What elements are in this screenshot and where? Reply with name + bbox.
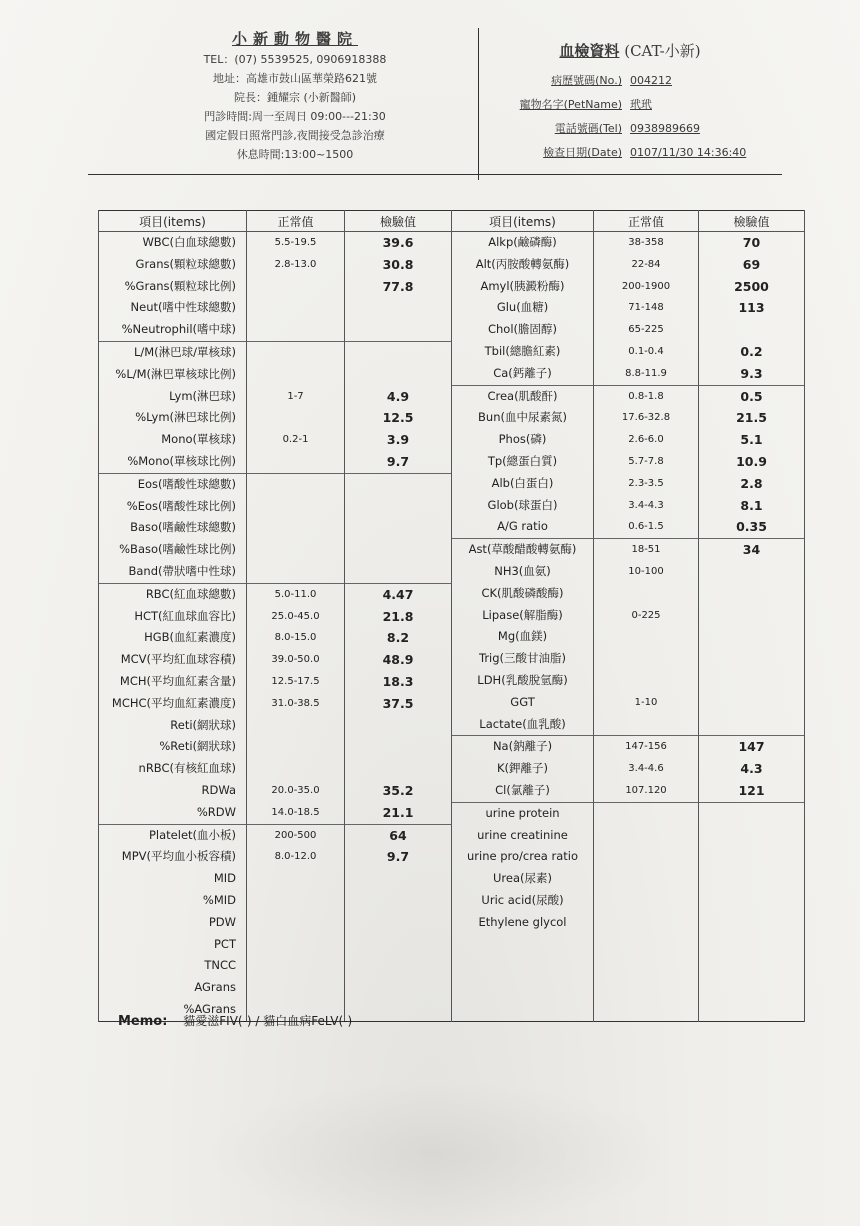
- test-value: [345, 934, 451, 956]
- report-field: [500, 117, 760, 141]
- test-item: Chol(膽固醇): [487, 322, 558, 337]
- test-item: Eos(嗜酸性球總數): [137, 476, 236, 491]
- test-value: 35.2: [382, 782, 414, 798]
- normal-range: 8.0-15.0: [274, 632, 317, 644]
- test-value: [345, 539, 451, 561]
- clinic-hours: 門診時間:周一至周日 09:00---21:30: [204, 110, 386, 123]
- normal-range: [247, 977, 344, 999]
- test-value: 113: [738, 300, 765, 316]
- test-item: WBC(白血球總數): [142, 235, 236, 249]
- test-item: %Baso(嗜鹼性球比例): [119, 542, 236, 557]
- normal-range: 2.3-3.5: [628, 477, 664, 489]
- test-value: 37.5: [382, 695, 414, 711]
- test-value: [345, 977, 451, 999]
- normal-range: 31.0-38.5: [271, 697, 320, 709]
- test-value: 8.2: [386, 630, 410, 646]
- normal-range: [247, 868, 344, 890]
- test-item: TNCC: [204, 958, 236, 973]
- test-value: [699, 846, 804, 868]
- test-item: MID: [213, 871, 236, 886]
- header-item-left: 項目(items): [99, 211, 247, 232]
- normal-range: [247, 407, 344, 429]
- test-value: [345, 297, 451, 319]
- left-items-column: [99, 232, 247, 1022]
- test-value: 70: [742, 235, 761, 250]
- normal-range: 5.5-19.5: [274, 237, 317, 248]
- test-item: Ca(鈣離子): [452, 363, 593, 386]
- test-item: Lym(淋巴球): [169, 388, 236, 403]
- test-item: %RDW: [99, 802, 246, 825]
- normal-range: 2.8-13.0: [274, 258, 317, 270]
- test-value: [345, 999, 451, 1021]
- test-value: 0.2: [740, 343, 763, 359]
- test-item: Grans(顆粒球總數): [135, 256, 236, 271]
- report-field-label: 檢查日期(Date): [543, 146, 622, 159]
- test-item: urine protein: [485, 805, 560, 820]
- report-field-value: 0938989669: [630, 122, 700, 135]
- right-items-column: [452, 232, 594, 1022]
- test-item: PCT: [214, 936, 236, 951]
- test-value: [345, 496, 451, 518]
- normal-range: [594, 868, 698, 890]
- normal-range: [247, 715, 344, 737]
- test-value: 0.5: [740, 388, 763, 404]
- test-value: 30.8: [382, 256, 414, 272]
- test-value: [699, 692, 804, 714]
- test-item: %MID: [202, 892, 236, 907]
- test-value: 48.9: [382, 652, 414, 668]
- test-item: Uric acid(尿酸): [481, 892, 564, 907]
- test-value: [699, 825, 804, 847]
- header-item-right: 項目(items): [452, 211, 594, 232]
- test-item: Cl(氯離子): [452, 780, 593, 803]
- test-value: 4.47: [382, 586, 414, 602]
- test-value: 21.5: [736, 410, 767, 426]
- normal-range: 22-84: [631, 258, 661, 270]
- normal-range: 10-100: [628, 565, 664, 577]
- memo-label: Memo:: [118, 1014, 168, 1029]
- normal-range: 147-156: [625, 741, 667, 753]
- test-value: [699, 648, 804, 670]
- test-value: [699, 670, 804, 692]
- test-value: 147: [738, 739, 765, 755]
- normal-range: 3.4-4.6: [628, 763, 664, 775]
- normal-range: 65-225: [628, 324, 664, 336]
- test-item: Alkp(鹼磷酶): [488, 235, 557, 249]
- test-value: 4.9: [386, 388, 410, 404]
- test-value: 2.8: [740, 475, 763, 491]
- test-item: %Grans(顆粒球比例): [124, 278, 236, 293]
- normal-range: 0.1-0.4: [628, 345, 664, 357]
- test-item: PDW: [208, 914, 236, 929]
- header-normal-right: 正常值: [594, 211, 699, 232]
- report-info: [500, 40, 760, 165]
- test-value: 0.35: [699, 516, 804, 539]
- normal-range: [247, 451, 344, 474]
- test-item: Ast(草酸醋酸轉氨酶): [468, 542, 577, 557]
- test-value: 5.1: [740, 432, 763, 448]
- header-normal-left: 正常值: [247, 211, 345, 232]
- normal-range: [247, 561, 344, 584]
- lab-results-table: [98, 210, 805, 1022]
- test-value: [345, 474, 451, 496]
- normal-range: [594, 912, 698, 934]
- report-field: [500, 69, 760, 93]
- normal-range: [247, 364, 344, 386]
- normal-range: [247, 474, 344, 496]
- test-item: RDWa: [201, 782, 236, 797]
- normal-range: [247, 736, 344, 758]
- test-value: [345, 561, 451, 584]
- normal-range: [247, 955, 344, 977]
- test-item: Reti(網狀球): [170, 717, 236, 732]
- test-item: Lipase(解脂酶): [482, 607, 563, 622]
- normal-range: 38-358: [628, 237, 664, 248]
- test-value: 69: [742, 256, 761, 272]
- clinic-director: 院長：鍾耀宗 (小新醫師): [233, 91, 357, 104]
- normal-range: 8.0-12.0: [274, 851, 317, 863]
- test-item: Phos(磷): [498, 432, 547, 447]
- normal-range: 1-7: [287, 390, 304, 402]
- normal-range: 0.6-1.5: [594, 516, 698, 539]
- test-item: NH3(血氨): [494, 563, 551, 578]
- test-value: 9.7: [345, 451, 451, 474]
- test-value: [345, 715, 451, 737]
- test-value: 21.8: [382, 608, 414, 624]
- header-value-right: 檢驗值: [699, 211, 805, 232]
- test-value: [345, 890, 451, 912]
- report-field-label: 電話號碼(Tel): [554, 122, 622, 135]
- normal-range: [247, 319, 344, 342]
- test-value: [345, 912, 451, 934]
- clinic-header: [150, 28, 440, 164]
- normal-range: [247, 539, 344, 561]
- normal-range: 8.8-11.9: [594, 363, 698, 386]
- normal-range: 17.6-32.8: [621, 412, 671, 424]
- test-value: 21.1: [345, 802, 451, 825]
- test-item: Mono(單核球): [161, 432, 236, 447]
- report-field-value: 004212: [630, 74, 672, 87]
- test-item: %Reti(網狀球): [159, 739, 236, 754]
- memo: [118, 1012, 352, 1029]
- report-field-value: 玳玳: [630, 98, 652, 111]
- test-value: 3.9: [386, 432, 410, 448]
- normal-range: 107.120: [594, 780, 698, 803]
- table-header-row: [99, 211, 805, 232]
- test-value: [345, 868, 451, 890]
- normal-range: [594, 825, 698, 847]
- test-item: nRBC(有核紅血球): [138, 761, 236, 776]
- normal-range: 5.7-7.8: [628, 455, 664, 467]
- test-item: %Mono(單核球比例): [99, 451, 246, 474]
- report-field-value: 0107/11/30 14:36:40: [630, 146, 747, 159]
- test-item: MPV(平均血小板容積): [121, 849, 236, 864]
- report-title-sub: (CAT-小新): [624, 42, 701, 60]
- test-value: [699, 319, 804, 341]
- test-item: %Eos(嗜酸性球比例): [126, 498, 236, 513]
- test-value: [345, 955, 451, 977]
- normal-range: [594, 890, 698, 912]
- test-value: 8.1: [740, 497, 763, 513]
- normal-range: [594, 648, 698, 670]
- test-item: LDH(乳酸脫氫酶): [477, 672, 568, 687]
- normal-range: 12.5-17.5: [271, 675, 320, 687]
- normal-range: 0.2-1: [282, 434, 309, 446]
- test-value: [345, 517, 451, 539]
- test-item: MCH(平均血紅素含量): [119, 673, 236, 688]
- test-item: Mg(血鎂): [497, 629, 548, 644]
- normal-range: [247, 934, 344, 956]
- test-item: Tp(總蛋白質): [487, 453, 558, 468]
- test-value: [699, 561, 804, 583]
- test-value: 4.3: [740, 761, 763, 777]
- test-value: 10.9: [736, 453, 767, 469]
- right-normal-column: [594, 232, 699, 1022]
- test-item: Baso(嗜鹼性球總數): [130, 520, 236, 535]
- test-item: Ethylene glycol: [478, 914, 567, 929]
- test-value: [699, 583, 804, 605]
- test-value: [345, 758, 451, 780]
- test-value: [345, 319, 451, 342]
- test-value: [699, 803, 804, 825]
- report-field: [500, 141, 760, 165]
- test-item: Trig(三酸甘油脂): [478, 651, 567, 666]
- test-value: 2500: [734, 278, 769, 294]
- normal-range: 20.0-35.0: [271, 784, 320, 796]
- normal-range: 5.0-11.0: [274, 588, 317, 600]
- normal-range: 2.6-6.0: [628, 434, 664, 446]
- test-item: %AGrans: [183, 1001, 236, 1016]
- test-item: Neut(嗜中性球總數): [130, 300, 236, 315]
- test-value: [699, 626, 804, 648]
- test-item: MCV(平均紅血球容積): [120, 652, 236, 667]
- clinic-rest: 休息時間:13:00~1500: [236, 148, 354, 161]
- normal-range: 200-1900: [621, 280, 671, 292]
- clinic-name: 小新動物醫院: [231, 30, 358, 48]
- report-field: [500, 93, 760, 117]
- normal-range: [594, 583, 698, 605]
- report-field-label: 病歷號碼(No.): [551, 74, 622, 87]
- test-value: 18.3: [382, 673, 414, 689]
- clinic-tel: TEL：(07) 5539525, 0906918388: [203, 53, 387, 66]
- test-item: Crea(肌酸酐): [487, 388, 558, 403]
- normal-range: 1-10: [634, 696, 658, 708]
- test-value: [699, 890, 804, 912]
- test-value: [345, 342, 451, 364]
- test-value: 9.7: [386, 849, 410, 865]
- normal-range: [247, 758, 344, 780]
- normal-range: 0-225: [631, 609, 661, 621]
- normal-range: [594, 846, 698, 868]
- clinic-address: 地址：高雄市鼓山區華榮路621號: [213, 72, 377, 85]
- right-values-column: [699, 232, 805, 1022]
- test-item: HCT(紅血球血容比): [134, 608, 236, 623]
- test-item: Platelet(血小板): [148, 827, 236, 842]
- normal-range: 200-500: [274, 829, 317, 841]
- normal-range: 0.8-1.8: [628, 390, 664, 402]
- test-item: Urea(尿素): [493, 871, 552, 886]
- test-value: 64: [389, 827, 407, 843]
- test-item: Alb(白蛋白): [491, 475, 554, 490]
- test-item: Glob(球蛋白): [487, 497, 558, 512]
- header-divider-horizontal: [88, 174, 782, 175]
- test-item: RBC(紅血球總數): [145, 586, 236, 601]
- test-item: K(鉀離子): [496, 761, 548, 776]
- test-item: Band(帶狀嗜中性球): [99, 561, 246, 584]
- normal-range: 39.0-50.0: [271, 654, 320, 666]
- test-value: 34: [742, 542, 761, 558]
- normal-range: [594, 626, 698, 648]
- normal-range: [594, 803, 698, 825]
- normal-range: [247, 890, 344, 912]
- test-item: urine creatinine: [477, 827, 568, 842]
- test-item: %L/M(淋巴單核球比例): [115, 366, 236, 381]
- test-value: [699, 714, 804, 737]
- normal-range: [247, 342, 344, 364]
- normal-range: 18-51: [631, 544, 661, 556]
- normal-range: [247, 496, 344, 518]
- normal-range: [247, 276, 344, 298]
- table-body-row: [99, 232, 805, 1022]
- header-value-left: 檢驗值: [345, 211, 452, 232]
- report-title: [500, 40, 760, 61]
- test-value: [699, 605, 804, 627]
- test-item: Alt(丙胺酸轉氨酶): [475, 256, 570, 271]
- test-item: Bun(血中尿素氮): [478, 410, 567, 425]
- test-value: 12.5: [382, 410, 414, 426]
- normal-range: 14.0-18.5: [247, 802, 344, 825]
- test-item: CK(肌酸磷酸酶): [481, 585, 564, 600]
- normal-range: [594, 670, 698, 692]
- report-title-main: 血檢資料: [559, 42, 620, 60]
- normal-range: [247, 297, 344, 319]
- normal-range: 3.4-4.3: [628, 499, 664, 511]
- test-item: L/M(淋巴球/單核球): [133, 344, 236, 359]
- test-item: Lactate(血乳酸): [452, 714, 593, 737]
- normal-range: 71-148: [628, 302, 664, 314]
- test-item: GGT: [510, 694, 535, 709]
- left-values-column: [345, 232, 452, 1022]
- normal-range: 25.0-45.0: [271, 610, 320, 622]
- test-item: AGrans: [194, 980, 236, 995]
- test-item: MCHC(平均血紅素濃度): [111, 695, 236, 710]
- test-value: 121: [699, 780, 804, 803]
- normal-range: [594, 714, 698, 737]
- test-value: [699, 868, 804, 890]
- memo-text: 貓愛滋FIV(-) / 貓白血病FeLV(-): [183, 1014, 353, 1028]
- left-normal-column: [247, 232, 345, 1022]
- normal-range: [247, 517, 344, 539]
- test-item: HGB(血紅素濃度): [144, 630, 236, 645]
- test-item: Tbil(總膽紅素): [484, 343, 561, 358]
- test-value: [345, 364, 451, 386]
- test-item: Na(鈉離子): [492, 739, 553, 754]
- clinic-holiday: 國定假日照常門診,夜間接受急診治療: [205, 129, 385, 142]
- header-divider-vertical: [478, 28, 479, 180]
- test-item: urine pro/crea ratio: [466, 849, 578, 864]
- test-value: 9.3: [699, 363, 804, 386]
- normal-range: [247, 912, 344, 934]
- test-value: [699, 912, 804, 934]
- test-item: %Neutrophil(嗜中球): [99, 319, 246, 342]
- test-item: %Lym(淋巴球比例): [135, 410, 236, 425]
- test-value: 77.8: [382, 278, 414, 294]
- test-item: Amyl(胰澱粉酶): [480, 278, 565, 293]
- test-item: Glu(血糖): [496, 300, 549, 315]
- report-field-label: 寵物名字(PetName): [519, 98, 622, 111]
- test-value: [345, 736, 451, 758]
- test-value: 39.6: [382, 235, 414, 250]
- test-item: A/G ratio: [452, 516, 593, 539]
- photo-shadow: [200, 1080, 680, 1226]
- report-fields: [500, 69, 760, 165]
